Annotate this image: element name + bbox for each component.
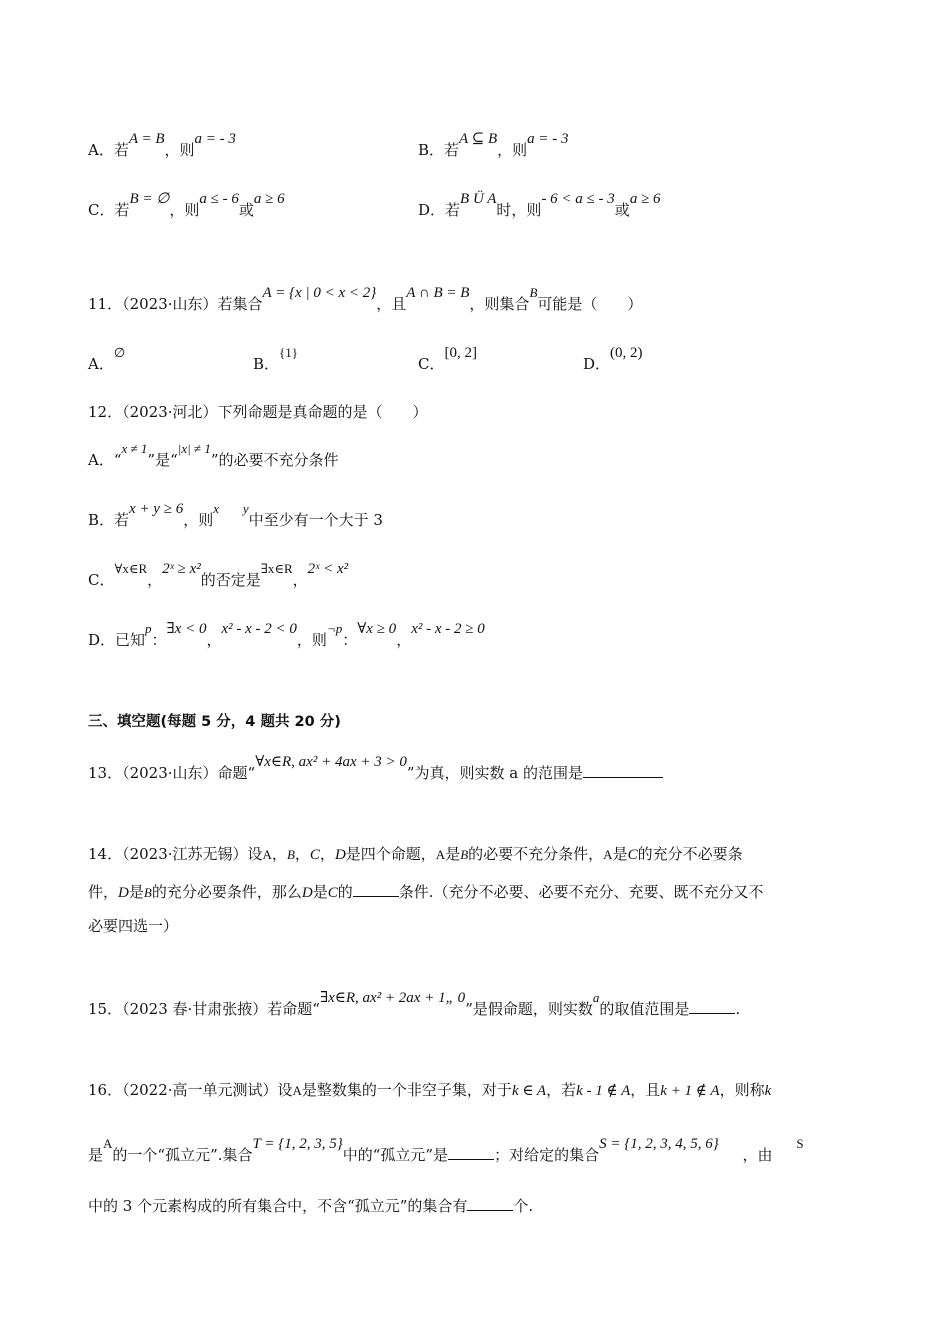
q14-line-1: 14．（2023·江苏无锡）设A，B，C，D是四个命题，A是B的必要不充分条件，A是C的充分不必要条 [88,845,743,863]
answer-blank[interactable] [583,764,663,778]
q11-option-c: C．[0, 2] [418,345,477,373]
q15-stem: 15．（2023 春·甘肃张掖）若命题“∃x∈R, ax² + 2ax + 1„ 0”是假命题，则实数a的取值范围是 . [88,990,741,1018]
q11-stem: 11．（2023·山东）若集合A = {x | 0 < x < 2}，且A ∩ B = B，则集合B可能是（ ） [88,285,643,313]
answer-blank[interactable] [467,1197,513,1211]
q12-option-b: B．若x + y ≥ 6，则x y中至少有一个大于 3 [88,501,383,529]
q12-stem: 12．（2023·河北）下列命题是真命题的是（ ） [88,403,428,421]
q13-stem: 13．（2023·山东）命题“∀x∈R, ax² + 4ax + 3 > 0”为真，则实数 a 的范围是 [88,764,663,782]
q14-line-2: 件，D是B的充分必要条件，那么D是C的 条件.（充分不必要、必要不充分、充要、既不充分又不 [88,883,764,901]
q11-option-b: B．{1} [253,345,299,373]
q11-option-d: D．(0, 2) [583,345,643,373]
q12-option-d: D．已知p：∃x < 0，x² - x - 2 < 0，则¬p：∀x ≥ 0，x² - x - 2 ≥ 0 [88,621,485,649]
q16-line-3: 中的 3 个元素构成的所有集合中，不含“孤立元”的集合有 个. [88,1197,534,1215]
q10-option-c: C．若B = ∅，则a ≤ - 6或a ≥ 6 [88,191,285,219]
q12-option-c: C．∀x∈R，2ˣ ≥ x²的否定是∃x∈R，2ˣ < x² [88,561,349,589]
q12-option-a: A．“x ≠ 1”是“|x| ≠ 1”的必要不充分条件 [88,441,339,469]
answer-blank[interactable] [689,1000,735,1014]
q14-line-3: 必要四选一） [88,917,179,935]
q16-line-2: 是A的一个“孤立元”.集合T = {1, 2, 3, 5}中的“孤立元”是 ；对给定的集合S = {1, 2, 3, 4, 5, 6} ，由 S [88,1136,804,1164]
answer-blank[interactable] [448,1146,494,1160]
q10-option-b: B．若A ⊆ B，则a = - 3 [418,131,569,159]
q16-line-1: 16．（2022·高一单元测试）设A是整数集的一个非空子集，对于k ∈ A，若k - 1 ∉ A，且k + 1 ∉ A，则称k [88,1081,772,1099]
q10-option-d: D．若B Ü A时，则- 6 < a ≤ - 3或a ≥ 6 [418,191,661,219]
answer-blank[interactable] [353,883,399,897]
section-3-heading: 三、填空题(每题 5 分，4 题共 20 分) [88,714,341,730]
q11-option-a: A．∅ [88,345,126,373]
q10-option-a: A．若A = B，则a = - 3 [88,131,236,159]
